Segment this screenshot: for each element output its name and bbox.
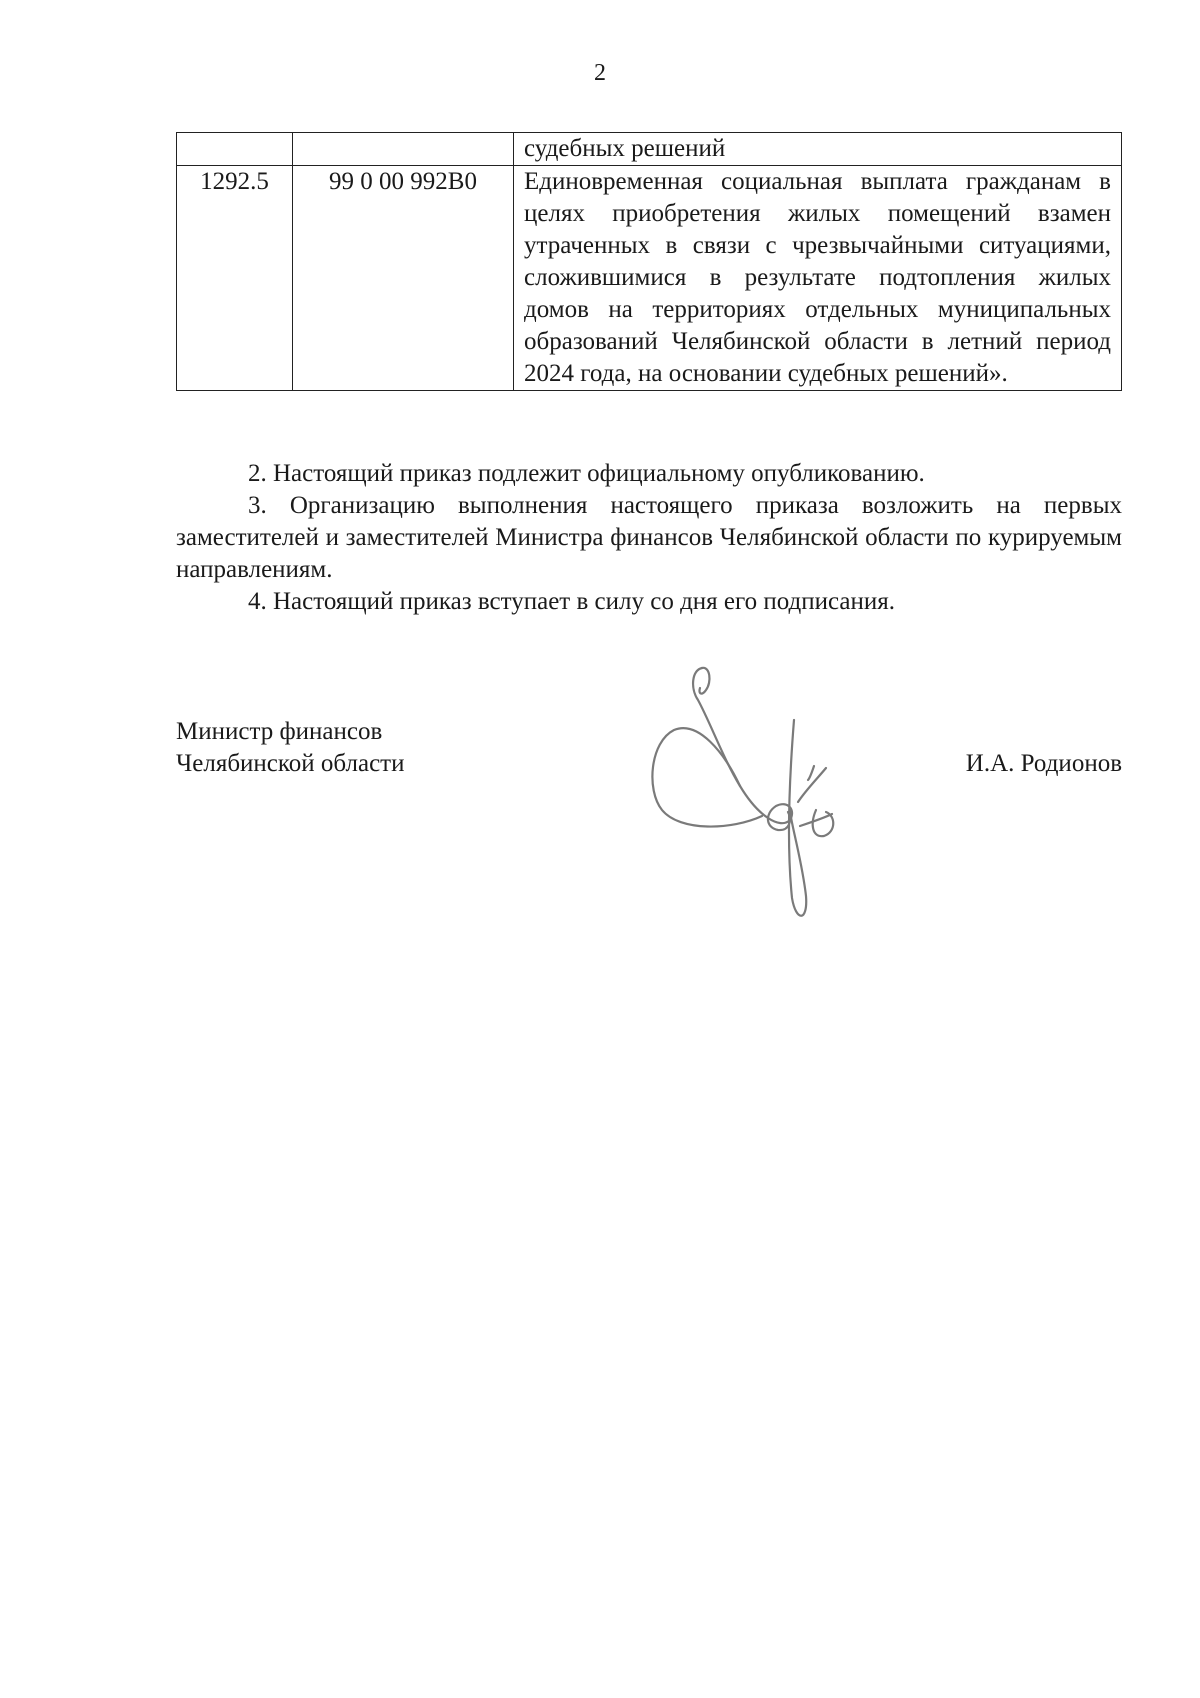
paragraph-publication: 2. Настоящий приказ подлежит официальному опубликованию. <box>248 460 925 487</box>
signer-name: И.А. Родионов <box>965 750 1122 777</box>
handwritten-signature <box>640 660 860 930</box>
signature-stroke-left-loop <box>652 728 762 826</box>
row-code-cell: 99 0 00 992В0 <box>293 166 514 391</box>
signature-stroke-right-loop <box>813 810 834 836</box>
table-row <box>177 133 1122 166</box>
row-code-cell <box>293 133 514 166</box>
paragraph-organization: 3. Организацию выполнения настоящего приказа возложить на первых заместителей и заместителей Министра финансов Челябинской области по курируемым направлениям. <box>176 492 1122 583</box>
table-row <box>177 166 1122 391</box>
page-number: 2 <box>594 60 606 86</box>
row-description-cell: судебных решений <box>514 133 1122 166</box>
signature-stroke-cross <box>798 766 832 826</box>
budget-classification-table <box>176 132 1122 391</box>
row-number-cell: 1292.5 <box>177 166 293 391</box>
signer-position <box>176 716 404 780</box>
signature-stroke-upper-tail <box>699 668 709 694</box>
signer-position-line-1: Министр финансов <box>176 718 383 745</box>
row-number-cell <box>177 133 293 166</box>
row-description-cell: Единовременная социальная выплата гражданам в целях приобретения жилых помещений взамен утраченных в связи с чрезвычайными ситуациями, сложившимися в результате подтопления жилых домов на территориях отдельных муниципальных образований Челябинской области в летний период 2024 года, на основании судебных решений». <box>514 166 1122 391</box>
signature-stroke-main-loop <box>693 668 792 830</box>
signature-stroke-descender <box>789 720 806 916</box>
signer-position-line-2: Челябинской области <box>176 750 405 777</box>
order-paragraphs <box>176 458 1122 618</box>
paragraph-effective-date: 4. Настоящий приказ вступает в силу со дня его подписания. <box>248 588 896 615</box>
